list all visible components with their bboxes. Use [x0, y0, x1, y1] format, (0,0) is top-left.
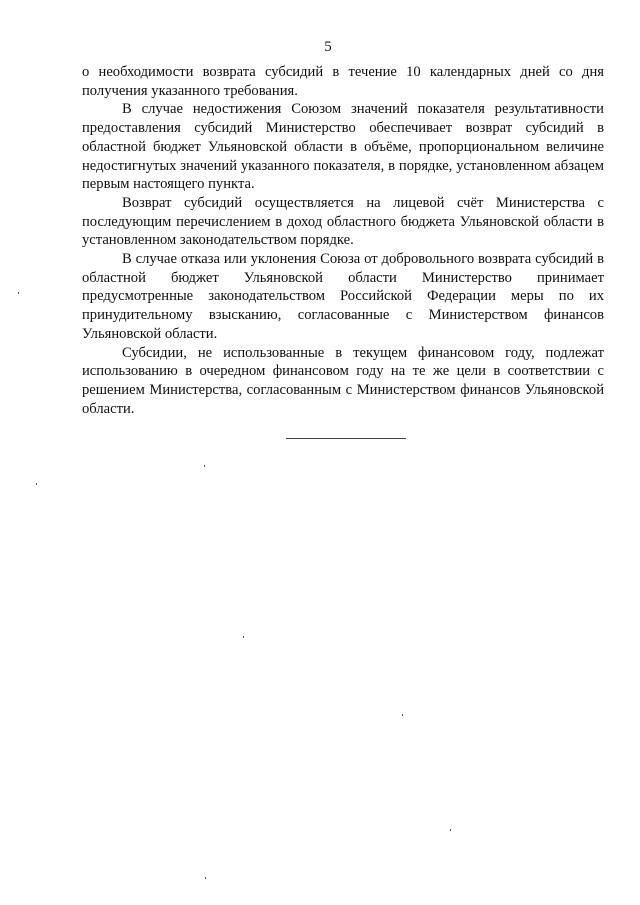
paragraph-non-achievement: В случае недостижения Союзом значений показателя результативности предоставления субсидий Министерство обеспечивает возврат субсидий в областной бюджет Ульяновской области в объёме, пропорциональном величине недостигнутых значений указанного показателя, в порядке, установленном абзацем первым настоящего пункта. [82, 101, 604, 193]
paragraph-refusal: В случае отказа или уклонения Союза от добровольного возврата субсидий в областной бюджет Ульяновской области Министерство принимает предусмотренные законодательством Российской Федерации меры по их принудительному взысканию, согласованные с Министерством финансов Ульяновской области. [82, 251, 604, 342]
end-separator-line [286, 438, 406, 439]
scan-speck [402, 714, 403, 716]
scan-speck [204, 465, 205, 467]
page-number: 5 [324, 39, 332, 55]
paragraph-return-account: Возврат субсидий осуществляется на лицевой счёт Министерства с последующим перечислением в доход областного бюджета Ульяновской области в установленном законодательством порядке. [82, 194, 604, 249]
document-body [82, 63, 604, 418]
scan-speck [243, 636, 244, 638]
paragraph-continuation: о необходимости возврата субсидий в течение 10 календарных дней со дня получения указанного требования. [82, 64, 604, 99]
scan-speck [205, 877, 206, 879]
paragraph-unused-subsidies: Субсидии, не использованные в текущем финансовом году, подлежат использованию в очередном финансовом году на те же цели в соответствии с решением Министерства, согласованным с Министерством финансов Ульяновской области. [82, 344, 604, 417]
scan-speck [36, 483, 37, 485]
scan-speck [450, 829, 451, 831]
scan-speck [18, 292, 19, 294]
